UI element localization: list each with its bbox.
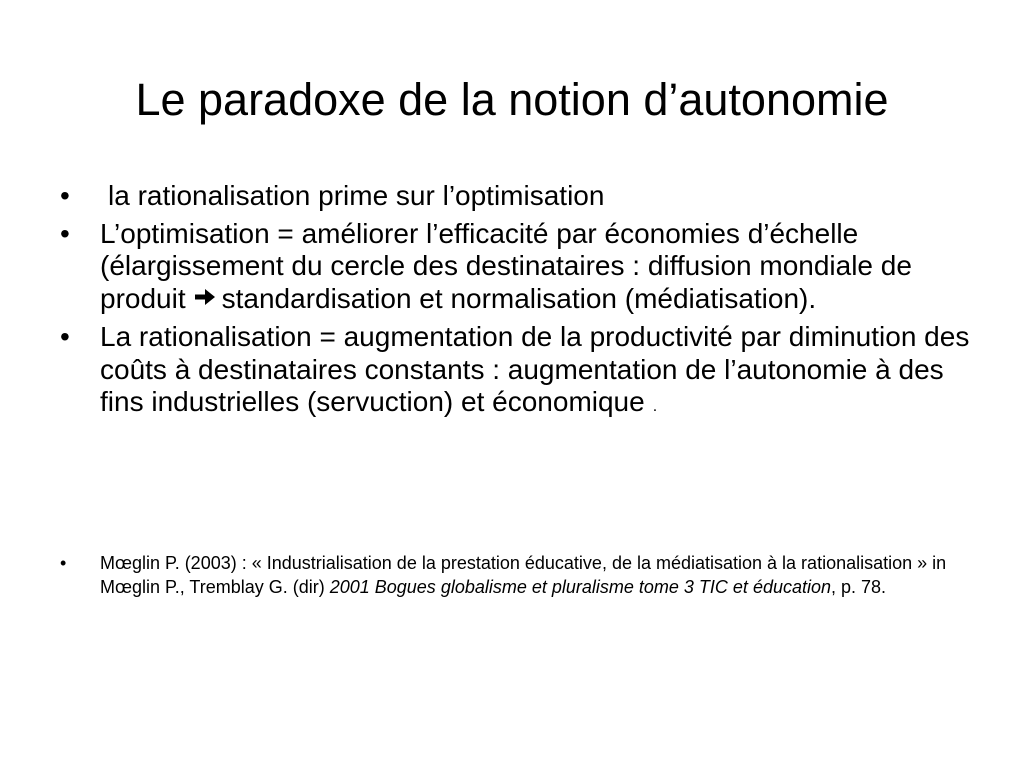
slide-title: Le paradoxe de la notion d’autonomie bbox=[135, 74, 889, 125]
bullet-text: La rationalisation = augmentation de la productivité par diminution des coûts à destinataires constants : augmentation de l’autonomie à des fins industrielles (servuction) et économique bbox=[100, 321, 970, 417]
bullet-item bbox=[58, 218, 978, 317]
reference-note bbox=[58, 552, 978, 599]
bullet-text: la rationalisation prime sur l’optimisation bbox=[108, 180, 605, 211]
reference-prefix: Mœglin P. (2003) : « Industrialisation de la prestation éducative, de la médiatisation à la rationalisation » in Mœglin P., Tremblay G. (dir) bbox=[100, 553, 947, 597]
bullet-item bbox=[58, 321, 978, 424]
bullet-item bbox=[58, 180, 978, 213]
bullet-text: L’optimisation = améliorer l’efficacité par économies d’échelle (élargissement du cercle des destinataires : diffusion mondiale de produit bbox=[100, 217, 912, 314]
arrow-right-icon bbox=[194, 284, 216, 317]
bullet-marker: • bbox=[60, 553, 67, 573]
bullet-marker: • bbox=[60, 321, 70, 352]
reference-book-title: 2001 Bogues globalisme et pluralisme tome 3 TIC et éducation bbox=[329, 576, 832, 597]
bullet-marker: • bbox=[60, 217, 70, 249]
bullet-marker: • bbox=[60, 180, 70, 211]
bullet-text-continuation: standardisation et normalisation (médiatisation). bbox=[221, 282, 817, 314]
bullet-list bbox=[58, 180, 978, 429]
trailing-period: . bbox=[652, 398, 658, 415]
reference-suffix: , p. 78. bbox=[831, 576, 887, 597]
